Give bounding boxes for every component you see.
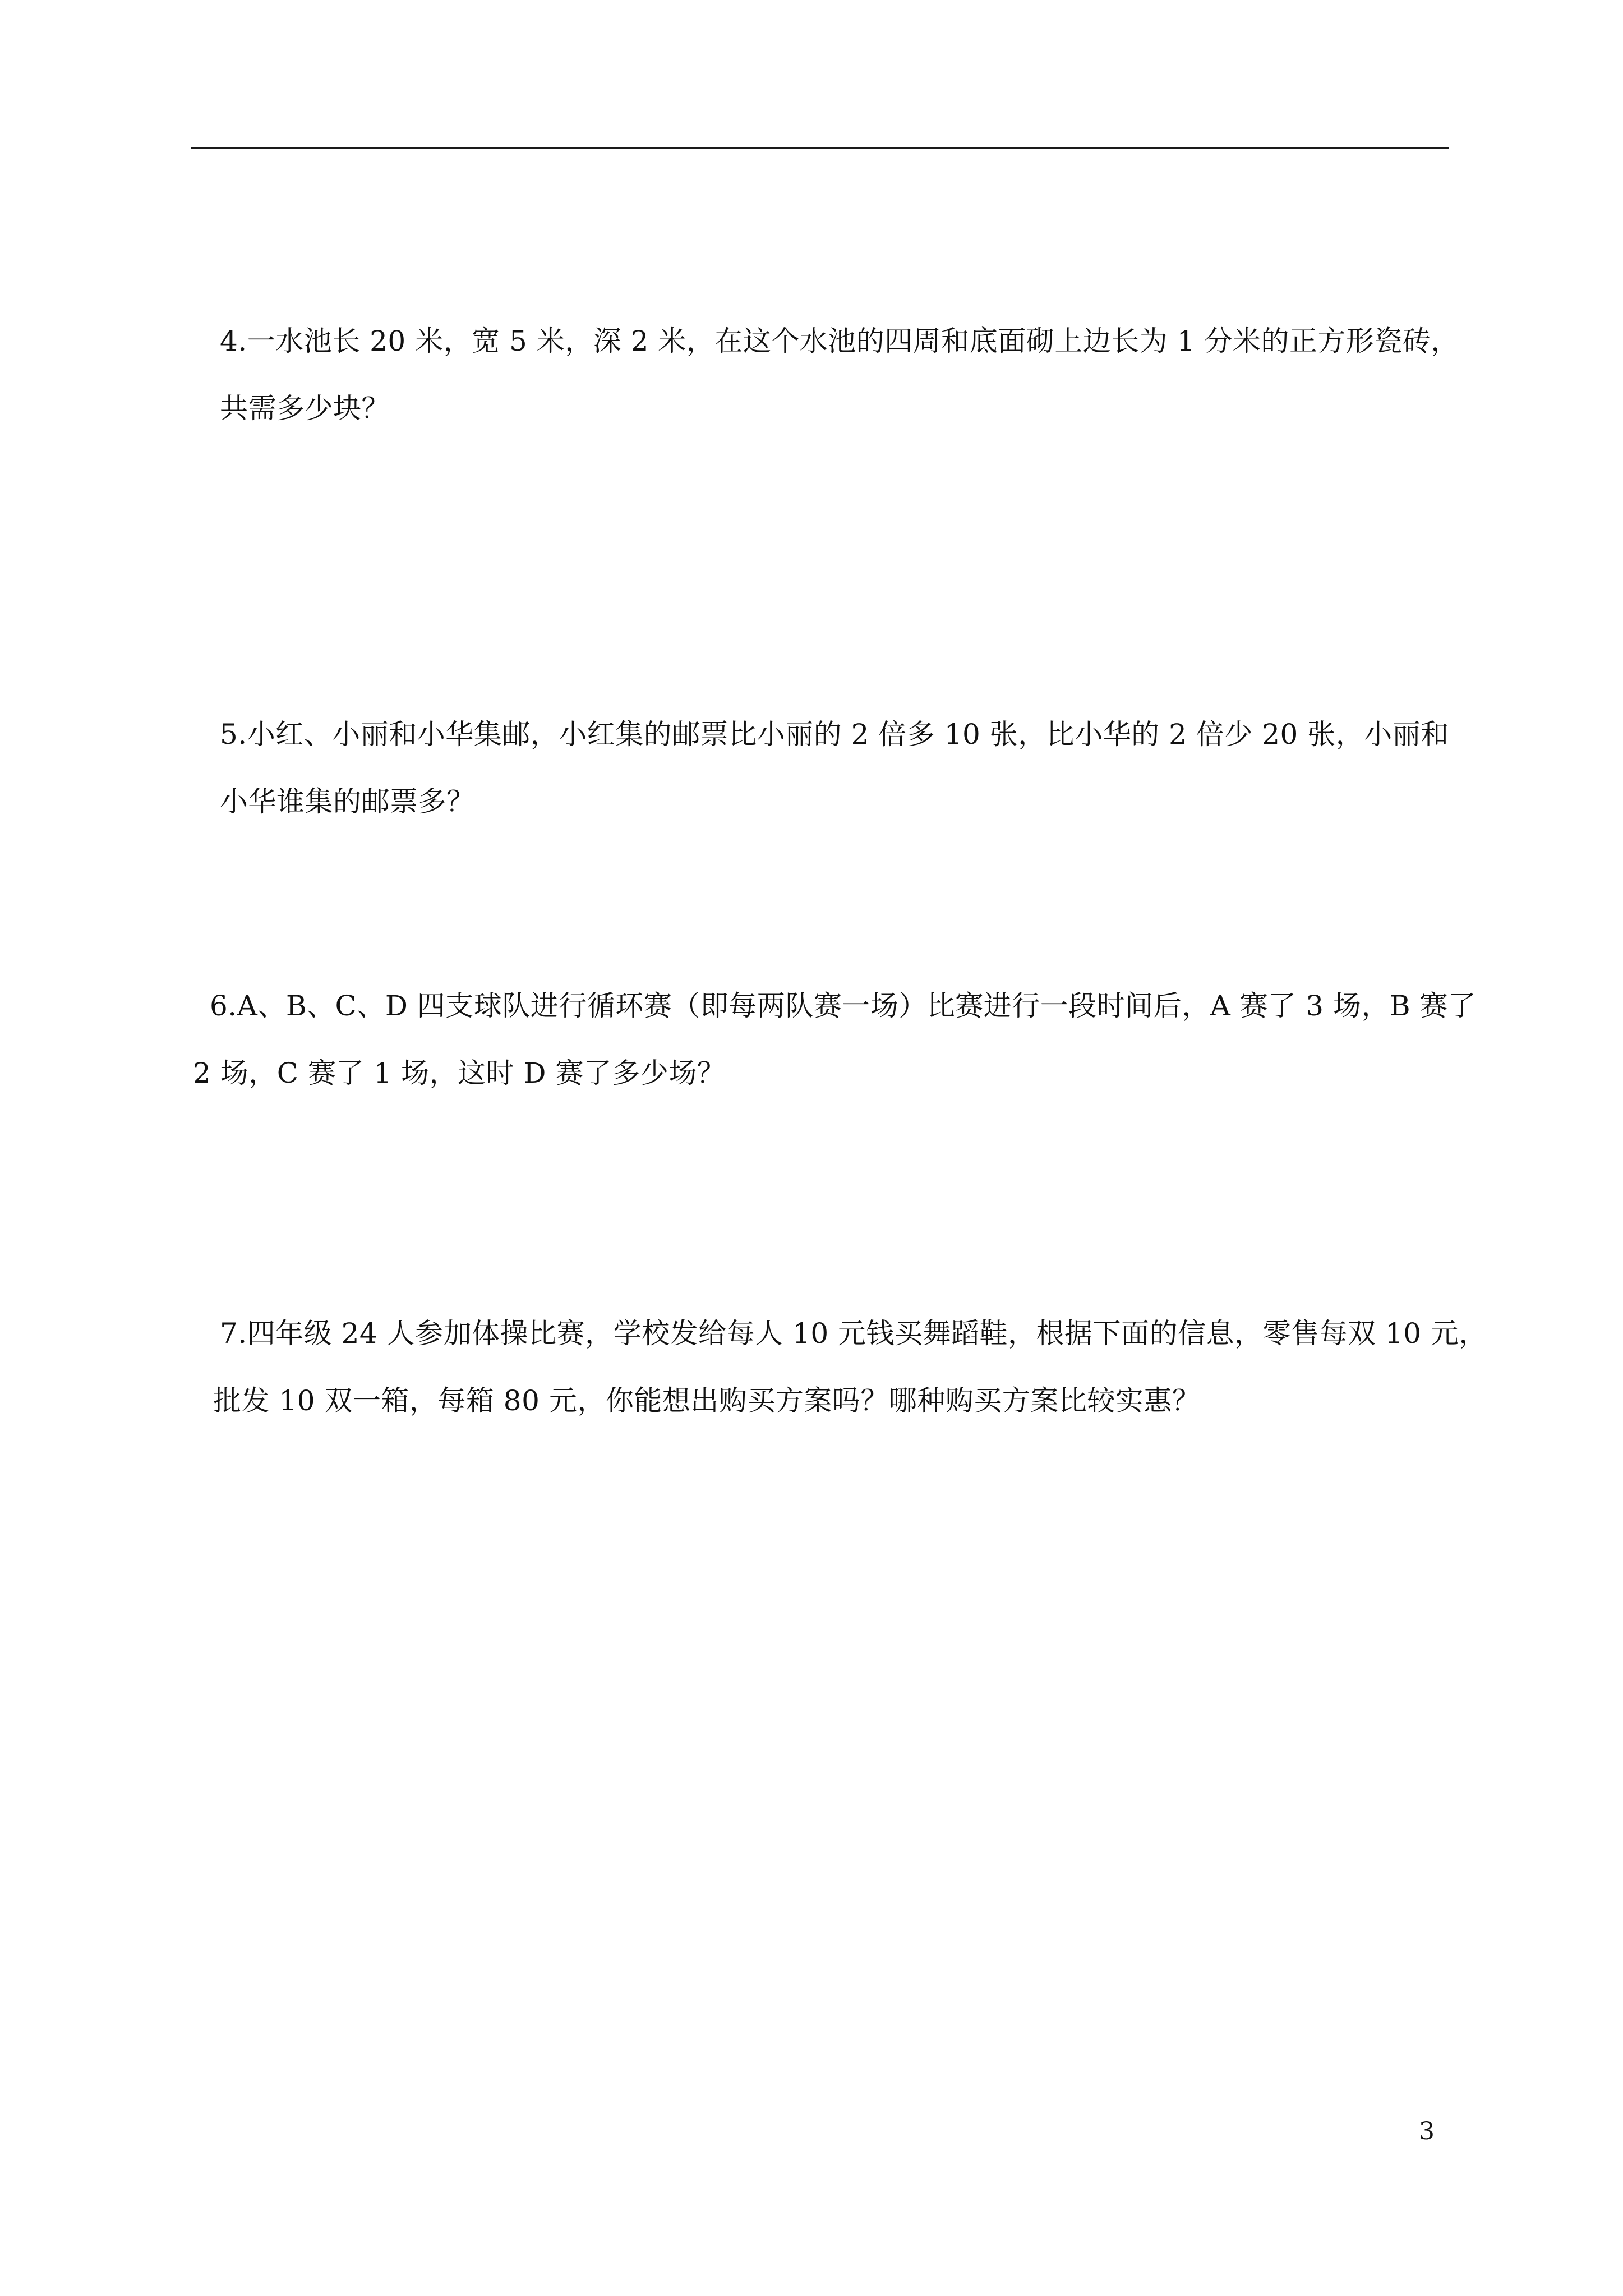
problem-6: [193, 990, 1477, 1089]
problem-5-line-1: 5.小红、小丽和小华集邮，小红集的邮票比小丽的 2 倍多 10 张，比小华的 2 倍少 20 张，小丽和: [220, 718, 1449, 751]
problem-6-line-2: 2 场，C 赛了 1 场，这时 D 赛了多少场？: [193, 1057, 726, 1089]
problem-6-line-1: 6.A、B、C、D 四支球队进行循环赛（即每两队赛一场）比赛进行一段时间后，A 赛了 3 场，B 赛了: [210, 990, 1477, 1022]
problem-4-line-1: 4.一水池长 20 米，宽 5 米，深 2 米，在这个水池的四周和底面砌上边长为 1 分米的正方形瓷砖，: [220, 325, 1459, 357]
problem-4-line-2: 共需多少块？: [220, 392, 390, 425]
problem-7: [213, 1317, 1487, 1417]
header-rule: [191, 147, 1449, 149]
page-number: 3: [1419, 2117, 1435, 2146]
problem-5: [220, 720, 1449, 816]
problem-4: [220, 325, 1459, 425]
problem-7-line-1: 7.四年级 24 人参加体操比赛，学校发给每人 10 元钱买舞蹈鞋，根据下面的信息，零售每双 10 元，: [220, 1317, 1487, 1350]
problem-7-line-2: 批发 10 双一箱，每箱 80 元，你能想出购买方案吗？哪种购买方案比较实惠？: [213, 1384, 1201, 1417]
problem-5-line-2: 小华谁集的邮票多？: [220, 785, 475, 818]
